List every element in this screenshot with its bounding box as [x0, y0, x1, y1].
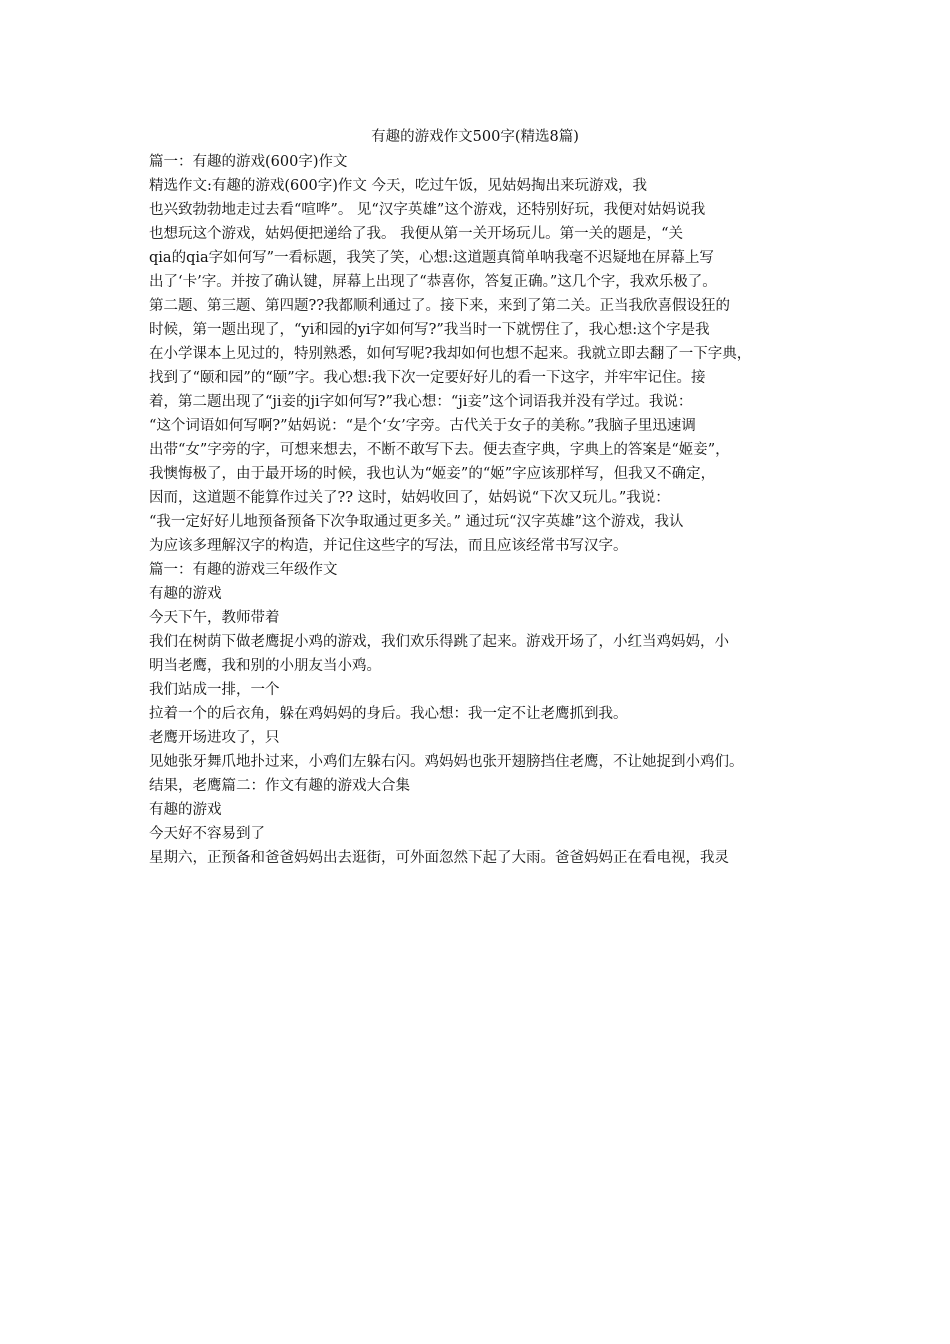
paragraph: 我们在树荫下做老鹰捉小鸡的游戏，我们欢乐得跳了起来。游戏开场了，小红当鸡妈妈，小: [149, 634, 729, 650]
paragraph: “这个词语如何写啊?”姑妈说：“是个‘女’字旁。古代关于女子的美称。”我脑子里迅速调: [149, 418, 696, 434]
paragraph: 也想玩这个游戏，姑妈便把递给了我。 我便从第一关开场玩儿。第一关的题是，“关: [149, 226, 684, 242]
paragraph: 我们站成一排，一个: [149, 682, 280, 698]
paragraph: 也兴致勃勃地走过去看“喧哗”。 见“汉字英雄”这个游戏，还特别好玩，我便对姑妈说我: [149, 202, 706, 218]
paragraph: 第二题、第三题、第四题??我都顺利通过了。接下来，来到了第二关。正当我欣喜假设狂的: [149, 298, 731, 314]
paragraph: 老鹰开场进攻了，只: [149, 730, 280, 746]
paragraph: 出了‘卡’字。并按了确认键，屏幕上出现了“恭喜你，答复正确。”这几个字，我欢乐极了。: [149, 274, 717, 290]
paragraph: 篇一：有趣的游戏(600字)作文: [149, 154, 348, 170]
paragraph: 有趣的游戏: [149, 802, 222, 818]
document-title: 有趣的游戏作文500字(精选8篇): [371, 129, 579, 145]
paragraph: “我一定好好儿地预备预备下次争取通过更多关。” 通过玩“汉字英雄”这个游戏，我认: [149, 514, 684, 530]
paragraph: 时候，第一题出现了，“yi和园的yi字如何写?”我当时一下就愣住了，我心想:这个字是我: [149, 322, 710, 338]
paragraph: 明当老鹰，我和别的小朋友当小鸡。: [149, 658, 381, 674]
paragraph: 结果，老鹰篇二：作文有趣的游戏大合集: [149, 778, 410, 794]
paragraph: 精选作文:有趣的游戏(600字)作文 今天，吃过午饭，见姑妈掏出来玩游戏，我: [149, 178, 647, 194]
paragraph: qia的qia字如何写”一看标题，我笑了笑，心想:这道题真简单呐我毫不迟疑地在屏幕上写: [149, 250, 714, 266]
paragraph: 在小学课本上见过的，特别熟悉，如何写呢?我却如何也想不起来。我就立即去翻了一下字典，: [149, 346, 752, 362]
paragraph: 找到了“颐和园”的“颐”字。我心想:我下次一定要好好儿的看一下这字，并牢牢记住。接: [149, 370, 706, 386]
paragraph: 今天好不容易到了: [149, 826, 265, 842]
paragraph: 我懊悔极了，由于最开场的时候，我也认为“姬妾”的“姬”字应该那样写，但我又不确定，: [149, 466, 716, 482]
paragraph: 星期六，正预备和爸爸妈妈出去逛街，可外面忽然下起了大雨。爸爸妈妈正在看电视，我灵: [149, 850, 729, 866]
paragraph: 出带“女”字旁的字，可想来想去，不断不敢写下去。便去查字典，字典上的答案是“姬妾”，: [149, 442, 730, 458]
paragraph: 今天下午，教师带着: [149, 610, 280, 626]
paragraph: 篇一：有趣的游戏三年级作文: [149, 562, 338, 578]
paragraph: 拉着一个的后衣角，躲在鸡妈妈的身后。我心想：我一定不让老鹰抓到我。: [149, 706, 628, 722]
document-body: [144, 150, 808, 870]
paragraph: 为应该多理解汉字的构造，并记住这些字的写法，而且应该经常书写汉字。: [149, 538, 628, 554]
paragraph: 着，第二题出现了“ji妾的ji字如何写?”我心想：“ji妾”这个词语我并没有学过。我说：: [149, 394, 693, 410]
paragraph: 有趣的游戏: [149, 586, 222, 602]
paragraph: 因而，这道题不能算作过关了?? 这时，姑妈收回了，姑妈说“下次又玩儿。”我说：: [149, 490, 670, 506]
paragraph: 见她张牙舞爪地扑过来，小鸡们左躲右闪。鸡妈妈也张开翅膀挡住老鹰，不让她捉到小鸡们。: [149, 754, 744, 770]
